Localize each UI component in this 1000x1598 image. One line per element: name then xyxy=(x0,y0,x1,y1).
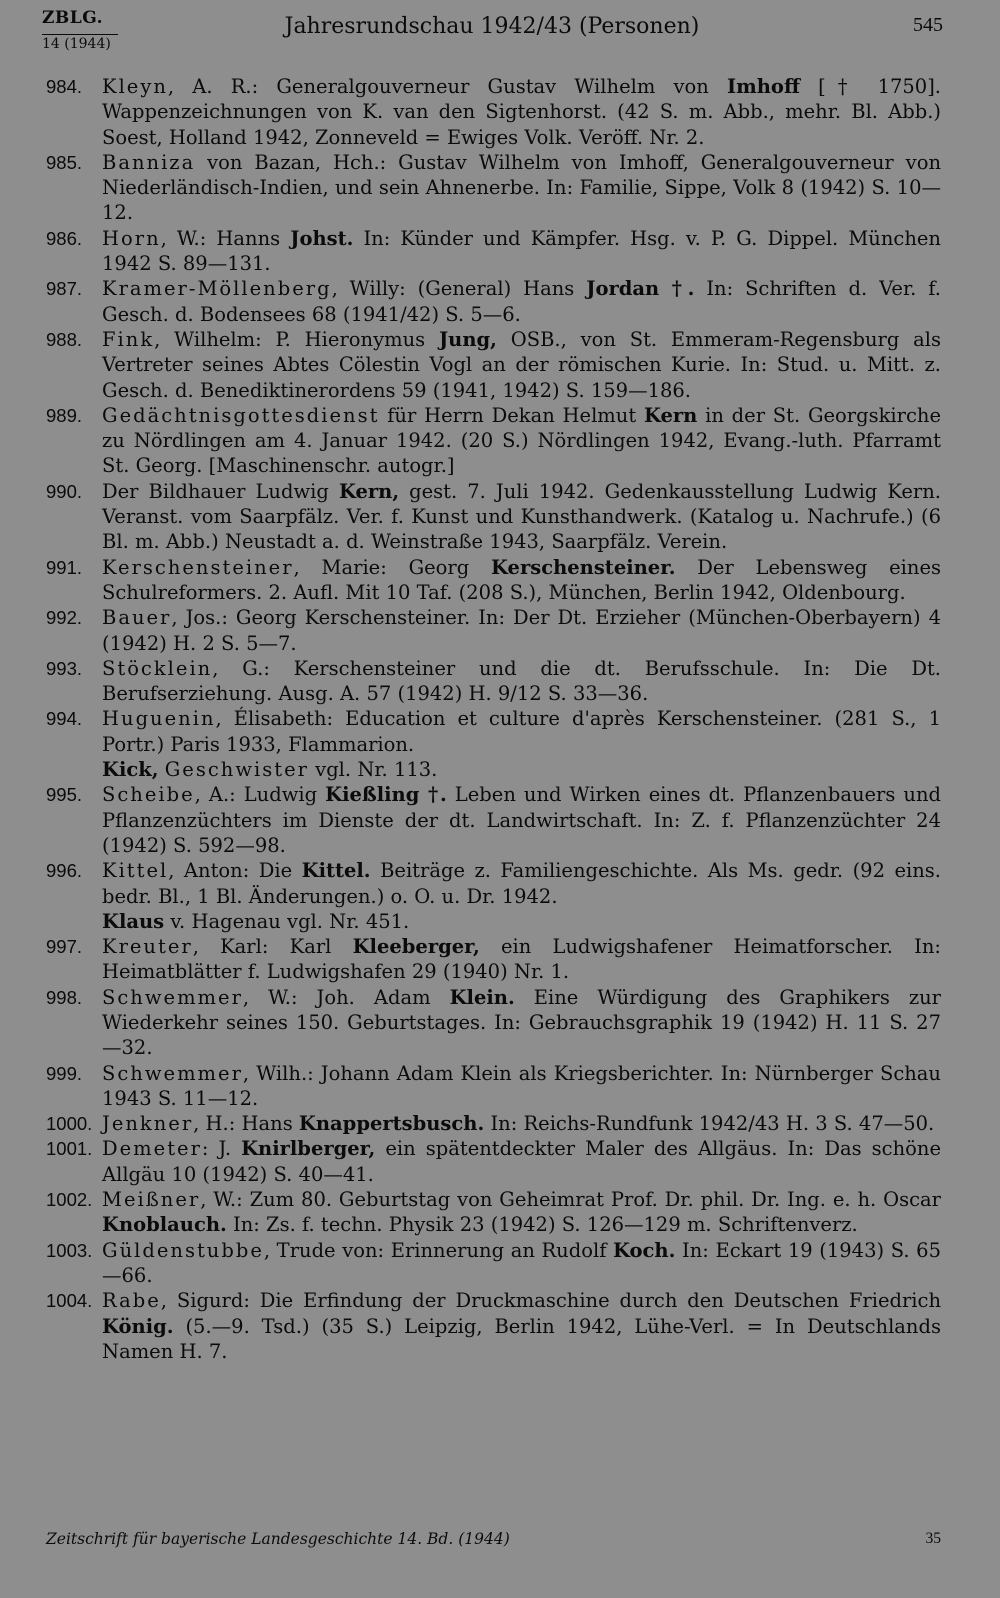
entry-subject: König. xyxy=(102,1314,174,1338)
entry-text: , Anton: Die xyxy=(168,859,302,883)
bibliography-entry xyxy=(46,1238,941,1289)
bibliography-entry xyxy=(46,276,941,327)
entry-author: Meißner xyxy=(102,1188,201,1212)
entry-text: In: Reichs-Rundfunk 1942/43 H. 3 S. 47—50. xyxy=(484,1112,935,1136)
entry-subject: Kießling †. xyxy=(325,783,447,807)
entry-author: Banniza xyxy=(102,150,196,174)
entry-subject: Kleeberger, xyxy=(352,935,480,959)
entry-author: Scheibe xyxy=(102,783,195,807)
bibliography-entry xyxy=(46,226,941,277)
entry-author: Demeter xyxy=(102,1137,202,1161)
bibliography-entry xyxy=(46,782,941,858)
entry-text: , A.: Ludwig xyxy=(194,783,326,807)
entry-author: Schwemmer xyxy=(102,1061,243,1085)
bibliography-list xyxy=(46,74,941,1364)
entry-author: Bauer xyxy=(102,606,172,630)
entry-text: , W.: Joh. Adam xyxy=(242,985,450,1009)
entry-text: (5.—9. Tsd.) (35 S.) Leipzig, Berlin 1942, Lühe-Verl. = In Deutschlands Namen H. 7. xyxy=(102,1314,941,1363)
entry-text: Leben und Wirken eines dt. Pflanzenbauers und Pflanzenzüchters im Dienste der dt. Landwirtschaft. In: Z. f. Pflanzenzüchter 24 (1942) S. 592—98. xyxy=(102,783,941,857)
page-number: 545 xyxy=(913,14,943,36)
entry-subject: Koch. xyxy=(613,1238,676,1262)
entry-text: , W.: Hanns xyxy=(160,226,291,250)
bibliography-entry xyxy=(46,858,941,909)
entry-author: Stöcklein xyxy=(102,656,213,680)
bibliography-entry xyxy=(46,479,941,555)
entry-text: v. Hagenau vgl. Nr. 451. xyxy=(164,909,410,933)
entry-text: Beiträge z. Familiengeschichte. Als Ms. gedr. (92 eins. bedr. Bl., 1 Bl. Änderungen.) o. O. u. Dr. 1942. xyxy=(102,859,941,908)
entry-subject: Knappertsbusch. xyxy=(298,1112,485,1136)
entry-text: ein Ludwigshafener Heimatforscher. In: Heimatblätter f. Ludwigshafen 29 (1940) Nr. 1. xyxy=(102,935,941,984)
entry-text: , A. R.: Generalgouverneur Gustav Wilhelm von xyxy=(167,75,727,98)
bibliography-entry xyxy=(46,1187,941,1238)
entry-number: 1004. xyxy=(46,1290,93,1312)
entry-subject: Kern, xyxy=(338,479,400,503)
entry-number: 998. xyxy=(46,986,83,1008)
entry-number: 988. xyxy=(46,328,83,350)
entry-number: 1002. xyxy=(46,1189,93,1211)
entry-text: In: Künder und Kämpfer. Hsg. v. P. G. Dippel. München 1942 S. 89—131. xyxy=(102,226,941,276)
bibliography-entry xyxy=(46,656,941,707)
entry-text: , Trude von: Erinnerung an Rudolf xyxy=(263,1238,614,1262)
entry-author: Horn xyxy=(102,226,161,250)
entry-number: 1001. xyxy=(46,1138,93,1160)
bibliography-entry xyxy=(46,706,941,757)
entry-number: 989. xyxy=(46,404,83,426)
entry-subject: Knirlberger, xyxy=(241,1137,376,1161)
entry-text: für Herrn Dekan Helmut xyxy=(379,403,644,427)
entry-subject: Klein. xyxy=(449,985,515,1009)
entry-number: 996. xyxy=(46,860,83,882)
entry-text: Eine Würdigung des Graphikers zur Wiederkehr seines 150. Geburtstages. In: Gebrauchsgraphik 19 (1942) H. 11 S. 27—32. xyxy=(102,985,942,1060)
entry-author: Geschwister xyxy=(164,758,309,782)
bibliography-entry xyxy=(46,1136,941,1187)
entry-text: In: Eckart 19 (1943) S. 65—66. xyxy=(102,1238,941,1287)
footer-journal: Zeitschrift für bayerische Landesgeschichte 14. Bd. (1944) xyxy=(46,1530,510,1548)
entry-number: 999. xyxy=(46,1062,83,1084)
entry-text: , Willy: (General) Hans xyxy=(331,277,587,301)
entry-author: Kramer-Möllenberg xyxy=(102,277,332,301)
entry-subject: Klaus xyxy=(102,909,165,933)
entry-number: 984. xyxy=(46,76,83,97)
entry-author: Kleyn xyxy=(102,75,168,98)
entry-author: Fink xyxy=(102,327,155,351)
bibliography-entry xyxy=(46,555,941,606)
bibliography-entry xyxy=(46,327,941,403)
entry-subject: Jung, xyxy=(438,327,497,351)
entry-number: 992. xyxy=(46,607,83,629)
entry-number: 997. xyxy=(46,936,83,958)
bibliography-entry xyxy=(46,150,941,226)
entry-author: Gedächtnisgottesdienst xyxy=(102,403,380,427)
entry-subject: Imhoff xyxy=(727,75,800,98)
page-footer xyxy=(46,1530,941,1554)
entry-text: , H.: Hans xyxy=(193,1112,299,1136)
entry-subject: Johst. xyxy=(290,226,354,250)
entry-text: , G.: Kerschensteiner und die dt. Berufsschule. In: Die Dt. Berufserziehung. Ausg. A. 57 (1942) H. 9/12 S. 33—36. xyxy=(102,656,941,706)
entry-text: : J. xyxy=(201,1137,242,1161)
entry-number: 1000. xyxy=(46,1113,93,1135)
entry-text: vgl. Nr. 113. xyxy=(308,758,438,782)
entry-text: OSB., von St. Emmeram-Regensburg als Vertreter seines Abtes Cölestin Vogl an der römischen Kurie. In: Stud. u. Mitt. z. Gesch. d. Benediktinerordens 59 (1941, 1942) S. 159—186. xyxy=(102,327,941,402)
entry-subject: Kern xyxy=(643,403,698,427)
bibliography-entry xyxy=(46,934,941,985)
entry-author: Jenkner xyxy=(102,1112,194,1136)
entry-author: Rabe xyxy=(102,1289,161,1313)
entry-text: in der St. Georgskirche zu Nördlingen am 4. Januar 1942. (20 S.) Nördlingen 1942, Evang.-luth. Pfarramt St. Georg. [Maschinenschr. autogr.] xyxy=(102,403,942,478)
entry-subject: Kick, xyxy=(102,758,159,782)
entry-number: 985. xyxy=(46,151,83,173)
entry-author: Huguenin xyxy=(102,707,216,731)
entry-number: 987. xyxy=(46,278,83,300)
bibliography-entry xyxy=(46,1061,941,1112)
entry-text: In: Schriften d. Ver. f. Gesch. d. Bodensees 68 (1941/42) S. 5—6. xyxy=(102,277,941,326)
cross-reference xyxy=(46,757,941,782)
bibliography-entry xyxy=(46,74,941,150)
entry-author: Kerschensteiner xyxy=(102,555,294,579)
entry-text: In: Zs. f. techn. Physik 23 (1942) S. 126—129 m. Schriftenverz. xyxy=(226,1213,858,1237)
entry-number: 991. xyxy=(46,556,83,578)
entry-subject: Kerschensteiner. xyxy=(491,555,676,579)
entry-text: , Marie: Georg xyxy=(293,555,492,579)
entry-number: 1003. xyxy=(46,1239,93,1261)
entry-text: Der Lebensweg eines Schulreformers. 2. Aufl. Mit 10 Taf. (208 S.), München, Berlin 1942, Oldenbourg. xyxy=(102,555,942,604)
bibliography-entry xyxy=(46,605,941,656)
bibliography-entry xyxy=(46,985,941,1061)
entry-text: Der Bildhauer Ludwig xyxy=(102,479,339,503)
entry-text: von Bazan, Hch.: Gustav Wilhelm von Imhoff, Generalgouverneur von Niederländisch-Indien, und sein Ahnenerbe. In: Familie, Sippe, Volk 8 (1942) S. 10—12. xyxy=(102,150,941,225)
entry-author: Schwemmer xyxy=(102,985,243,1009)
entry-subject: Knoblauch. xyxy=(102,1213,227,1237)
running-head xyxy=(42,8,942,56)
bibliography-entry xyxy=(46,1288,941,1364)
journal-abbreviation: ZBLG. xyxy=(42,8,104,28)
entry-number: 994. xyxy=(46,708,83,730)
entry-text: , Jos.: Georg Kerschensteiner. In: Der Dt. Erzieher (München-Oberbayern) 4 (1942) H. 2 S. 5—7. xyxy=(102,606,941,655)
entry-text: [† 1750]. Wappenzeichnungen von K. van den Sigtenhorst. (42 S. m. Abb., mehr. Bl. Abb.) Soest, Holland 1942, Zonneveld = Ewiges Volk. Veröff. Nr. 2. xyxy=(102,75,942,149)
entry-text: gest. 7. Juli 1942. Gedenkausstellung Ludwig Kern. Veranst. vom Saarpfälz. Ver. f. Kunst und Kunsthandwerk. (Katalog u. Nachrufe.) (6 Bl. m. Abb.) Neustadt a. d. Weinstraße 1943, Saarpfälz. Verein. xyxy=(102,479,941,554)
page-title: Jahresrundschau 1942/43 (Personen) xyxy=(284,14,700,39)
entry-number: 986. xyxy=(46,227,83,249)
entry-text: , Élisabeth: Education et culture d'après Kerschensteiner. (281 S., 1 Portr.) Paris 1933, Flammarion. xyxy=(102,707,941,756)
entry-subject: Jordan †. xyxy=(586,277,695,301)
footer-sheet-number: 35 xyxy=(925,1530,941,1547)
entry-number: 990. xyxy=(46,480,83,502)
entry-author: Güldenstubbe xyxy=(102,1238,264,1262)
entry-text: , W.: Zum 80. Geburtstag von Geheimrat Prof. Dr. phil. Dr. Ing. e. h. Oscar xyxy=(200,1188,941,1212)
bibliography-entry xyxy=(46,1111,941,1136)
entry-number: 993. xyxy=(46,657,83,679)
entry-number: 995. xyxy=(46,784,83,806)
entry-text: , Sigurd: Die Erfindung der Druckmaschine durch den Deutschen Friedrich xyxy=(160,1289,941,1313)
cross-reference xyxy=(46,909,941,934)
entry-text: , Karl: Karl xyxy=(192,935,353,959)
entry-text: , Wilh.: Johann Adam Klein als Kriegsberichter. In: Nürnberger Schau 1943 S. 11—12. xyxy=(102,1061,941,1110)
journal-volume: 14 (1944) xyxy=(42,34,118,52)
entry-subject: Kittel. xyxy=(301,859,371,883)
entry-text: , Wilhelm: P. Hieronymus xyxy=(154,327,439,351)
entry-author: Kreuter xyxy=(102,935,193,959)
entry-author: Kittel xyxy=(102,859,169,883)
bibliography-entry xyxy=(46,403,941,479)
entry-text: ein spätentdeckter Maler des Allgäus. In: Das schöne Allgäu 10 (1942) S. 40—41. xyxy=(102,1137,942,1186)
